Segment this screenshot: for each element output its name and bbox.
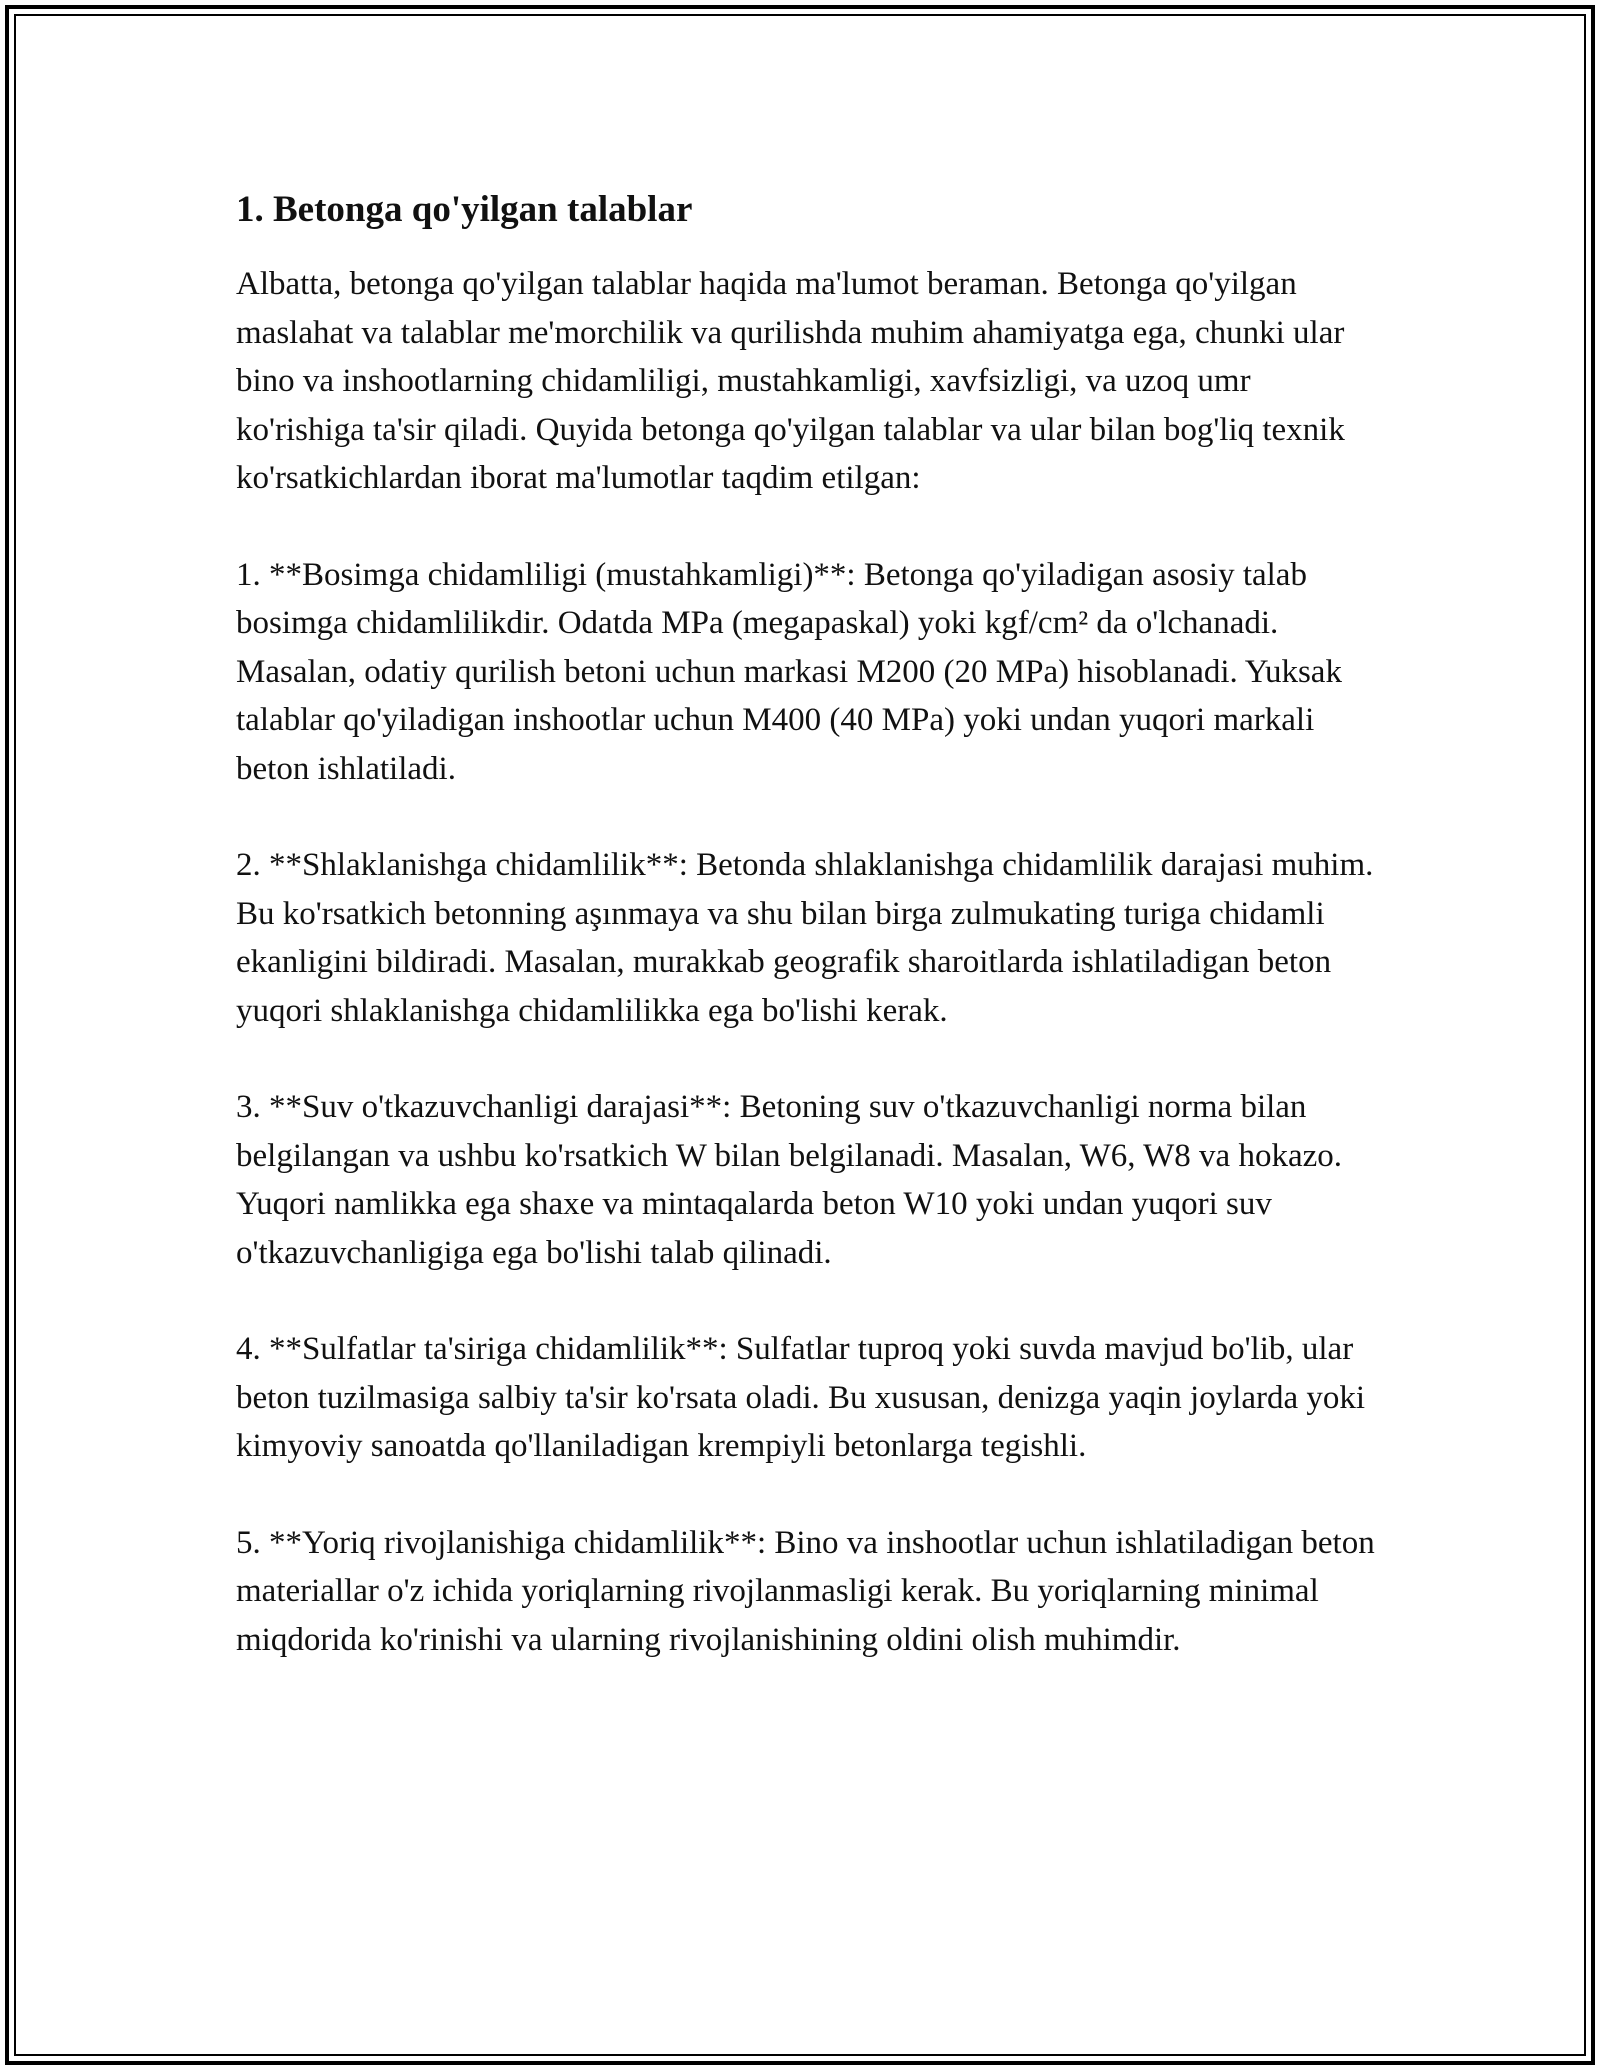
requirement-paragraph-2: 2. **Shlaklanishga chidamlilik**: Betonda shlaklanishga chidamlilik darajasi muhim. Bu ko'rsatkich betonning aşınmaya va shu bilan birga zulmukating turiga chidamli ekanligini bildiradi. Masalan, murakkab geografik sharoitlarda ishlatiladigan beton yuqori shlaklanishga chidamlilikka ega bo'lishi kerak. bbox=[236, 847, 1374, 1029]
section-heading: 1. Betonga qo'yilgan talablar bbox=[236, 189, 693, 230]
requirement-paragraph-4: 4. **Sulfatlar ta'siriga chidamlilik**: Sulfatlar tuproq yoki suvda mavjud bo'lib, ular beton tuzilmasiga salbiy ta'sir ko'rsata oladi. Bu xususan, denizga yaqin joylarda yoki kimyoviy sanoatda qo'llaniladigan krempiyli betonlarga tegishli. bbox=[236, 1331, 1366, 1464]
document-body bbox=[236, 186, 1386, 1664]
requirement-paragraph-5: 5. **Yoriq rivojlanishiga chidamlilik**: Bino va inshootlar uchun ishlatiladigan beton materiallar o'z ichida yoriqlarning rivojlanmasligi kerak. Bu yoriqlarning minimal miqdorida ko'rinishi va ularning rivojlanishining oldini olish muhimdir. bbox=[236, 1524, 1375, 1658]
intro-paragraph: Albatta, betonga qo'yilgan talablar haqida ma'lumot beraman. Betonga qo'yilgan maslahat va talablar me'morchilik va qurilishda muhim ahamiyatga ega, chunki ular bino va inshootlarning chidamliligi, mustahkamligi, xavfsizligi, va uzoq umr ko'rishiga ta'sir qiladi. Quyida betonga qo'yilgan talablar va ular bilan bog'liq texnik ko'rsatkichlardan iborat ma'lumotlar taqdim etilgan: bbox=[236, 266, 1345, 496]
requirement-paragraph-1: 1. **Bosimga chidamliligi (mustahkamligi)**: Betonga qo'yiladigan asosiy talab bosimga chidamlilikdir. Odatda MPa (megapaskal) yoki kgf/cm² da o'lchanadi. Masalan, odatiy qurilish betoni uchun markasi M200 (20 MPa) hisoblanadi. Yuksak talablar qo'yiladigan inshootlar uchun M400 (40 MPa) yoki undan yuqori markali beton ishlatiladi. bbox=[236, 556, 1342, 787]
requirement-paragraph-3: 3. **Suv o'tkazuvchanligi darajasi**: Betoning suv o'tkazuvchanligi norma bilan belgilangan va ushbu ko'rsatkich W bilan belgilanadi. Masalan, W6, W8 va hokazo. Yuqori namlikka ega shaxe va mintaqalarda beton W10 yoki undan yuqori suv o'tkazuvchanligiga ega bo'lishi talab qilinadi. bbox=[236, 1089, 1342, 1271]
